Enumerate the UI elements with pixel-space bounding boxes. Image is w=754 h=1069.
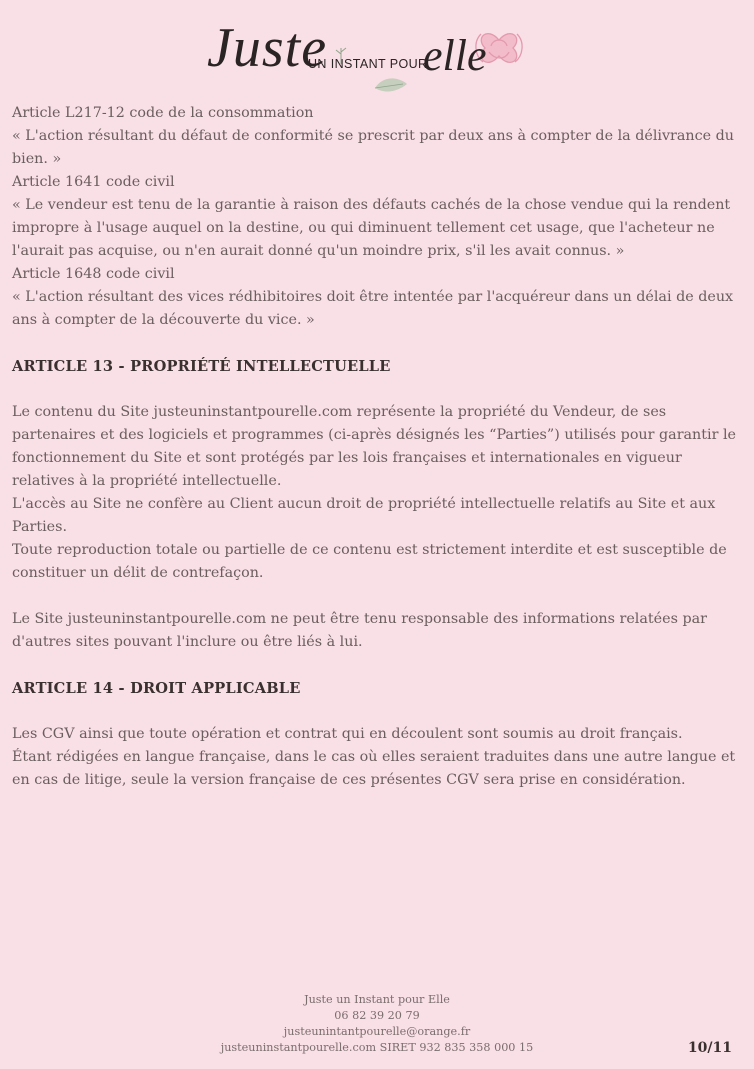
document-body [12,102,744,792]
paragraph: « Le vendeur est tenu de la garantie à raison des défauts cachés de la chose vendue qui la rendent impropre à l'usage auquel on la destine, ou qui diminuent tellement cet usage, que l'acheteur ne l'aurait pas acquise, ou n'en aurait donné qu'un moindre prix, s'il les avait connus. » [12,197,731,259]
logo-tagline: UN INSTANT POUR [308,57,428,71]
paragraph: Article L217-12 code de la consommation [12,105,314,121]
article-14-heading: ARTICLE 14 - DROIT APPLICABLE [12,680,301,697]
paragraph: Le Site justeuninstantpourelle.com ne peut être tenu responsable des informations relatées par d'autres sites pouvant l'inclure ou être liés à lui. [12,611,707,650]
page-footer [0,992,754,1056]
paragraph: Toute reproduction totale ou partielle de ce contenu est strictement interdite et est susceptible de constituer un délit de contrefaçon. [12,542,727,581]
paragraph: Article 1648 code civil [12,266,175,282]
footer-company-name: Juste un Instant pour Elle [304,993,450,1006]
paragraph: Les CGV ainsi que toute opération et contrat qui en découlent sont soumis au droit français. [12,726,683,742]
paragraph: Article 1641 code civil [12,174,175,190]
paragraph: Étant rédigées en langue française, dans le cas où elles seraient traduites dans une autre langue et en cas de litige, seule la version française de ces présentes CGV sera prise en considération. [12,749,736,788]
logo-word-juste: Juste [207,17,328,79]
logo-word-elle: elle [423,31,487,80]
footer-phone: 06 82 39 20 79 [334,1009,420,1022]
paragraph: Le contenu du Site justeuninstantpourelle.com représente la propriété du Vendeur, de ses partenaires et des logiciels et programmes (ci-après désignés les “Parties”) utilisés pour garantir le fonctionnement du Site et sont protégés par les lois françaises et internationales en vigueur relatives à la propriété intellectuelle. [12,404,736,489]
article-13-heading: ARTICLE 13 - PROPRIÉTÉ INTELLECTUELLE [12,358,391,375]
footer-site-siret: justeuninstantpourelle.com SIRET 932 835 358 000 15 [220,1041,534,1054]
brand-logo [205,12,535,110]
page-number: 10/11 [687,1040,732,1056]
paragraph: « L'action résultant des vices rédhibitoires doit être intentée par l'acquéreur dans un délai de deux ans à compter de la découverte du vice. » [12,289,734,328]
paragraph: L'accès au Site ne confère au Client aucun droit de propriété intellectuelle relatifs au Site et aux Parties. [12,496,716,535]
paragraph: « L'action résultant du défaut de conformité se prescrit par deux ans à compter de la délivrance du bien. » [12,128,734,167]
leaf-icon [373,74,409,98]
footer-email: justeunintantpourelle@orange.fr [283,1025,471,1038]
